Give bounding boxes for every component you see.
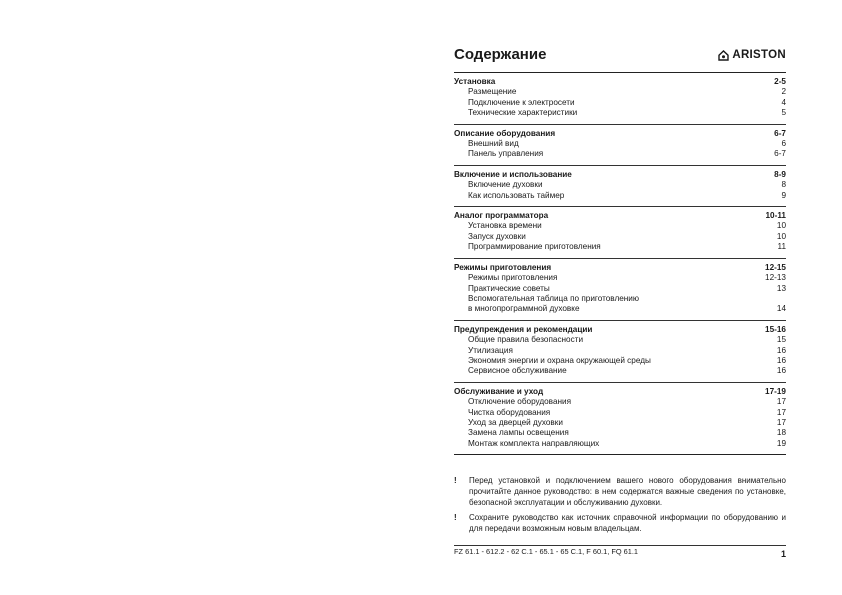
toc-entry[interactable]: [454, 397, 786, 407]
section-title: Режимы приготовления: [454, 262, 552, 272]
entry-label: в многопрограммной духовке: [468, 304, 580, 314]
entry-page: 9: [781, 190, 786, 200]
entry-page: 16: [776, 355, 786, 365]
toc-entry[interactable]: [454, 428, 786, 438]
entry-page: 10: [776, 231, 786, 241]
entry-page: 17: [776, 417, 786, 427]
page-header: [454, 42, 786, 72]
entry-label: Запуск духовки: [468, 231, 526, 241]
toc-section-heading[interactable]: [454, 170, 786, 180]
section-pages: 12-15: [765, 262, 786, 272]
toc-section: [454, 321, 786, 382]
note-text: Сохраните руководство как источник справочной информации по оборудованию и для передачи возможным новым владельцам.: [469, 513, 786, 534]
toc-section: [454, 73, 786, 124]
toc-entry[interactable]: [454, 149, 786, 159]
warning-note: [454, 475, 786, 508]
toc-entry[interactable]: [454, 335, 786, 345]
toc-section-heading[interactable]: [454, 387, 786, 397]
entry-page: 16: [776, 345, 786, 355]
notes: [454, 475, 786, 534]
entry-label: Утилизация: [468, 345, 513, 355]
toc-entry[interactable]: [454, 418, 786, 428]
entry-label: Экономия энергии и охрана окружающей среды: [468, 355, 651, 365]
toc-section-heading[interactable]: [454, 211, 786, 221]
toc-entry[interactable]: [454, 366, 786, 376]
page-title: Содержание: [454, 46, 547, 63]
toc-entry[interactable]: [454, 346, 786, 356]
entry-label: Отключение оборудования: [468, 397, 572, 407]
section-title: Описание оборудования: [454, 128, 556, 138]
toc-entry[interactable]: [454, 284, 786, 294]
section-title: Обслуживание и уход: [454, 386, 544, 396]
entry-page: 12-13: [765, 273, 786, 283]
section-title: Аналог программатора: [454, 211, 549, 221]
toc-entry[interactable]: [454, 356, 786, 366]
entry-label: Вспомогательная таблица по приготовлению: [468, 293, 640, 303]
toc-entry[interactable]: [454, 242, 786, 252]
toc-section: [454, 383, 786, 454]
section-title: Установка: [454, 77, 496, 86]
entry-page: 19: [776, 438, 786, 448]
toc-entry[interactable]: [454, 294, 786, 304]
entry-label: Монтаж комплекта направляющих: [468, 438, 600, 448]
model-list: FZ 61.1 - 612.2 - 62 C.1 - 65.1 - 65 C.1, F 60.1, FQ 61.1: [454, 547, 639, 556]
entry-label: Панель управления: [468, 149, 544, 159]
toc-section-heading[interactable]: [454, 263, 786, 273]
entry-page: 13: [776, 283, 786, 293]
brand-name: ARISTON: [732, 49, 786, 61]
table-of-contents-page: [454, 42, 786, 538]
entry-label: Подключение к электросети: [468, 97, 575, 107]
toc-entry[interactable]: [454, 98, 786, 108]
entry-page: 8: [781, 180, 786, 190]
toc-section-heading[interactable]: [454, 77, 786, 87]
entry-page: 11: [777, 242, 786, 252]
toc-entry[interactable]: [454, 108, 786, 118]
toc-bottom-rule: [454, 454, 786, 455]
entry-page: 2: [781, 87, 786, 97]
section-title: Предупреждения и рекомендации: [454, 324, 593, 334]
section-pages: 6-7: [774, 128, 786, 138]
section-pages: 15-16: [765, 324, 786, 334]
toc-entry[interactable]: [454, 439, 786, 449]
page-footer: [454, 545, 786, 561]
entry-page: 14: [776, 304, 786, 314]
toc-list: [454, 72, 786, 454]
entry-label: Установка времени: [468, 221, 542, 231]
toc-section: [454, 125, 786, 165]
section-pages: 10-11: [765, 211, 786, 221]
entry-label: Замена лампы освещения: [468, 428, 569, 438]
toc-section: [454, 207, 786, 258]
toc-section-heading[interactable]: [454, 129, 786, 139]
entry-label: Размещение: [468, 87, 517, 97]
page-number: 1: [780, 549, 786, 559]
toc-entry[interactable]: [454, 273, 786, 283]
toc-section-heading[interactable]: [454, 325, 786, 335]
section-pages: 8-9: [774, 169, 786, 179]
exclamation-icon: !: [454, 513, 457, 523]
toc-section: [454, 259, 786, 320]
entry-page: 4: [781, 97, 786, 107]
house-logo-icon: [718, 50, 729, 61]
entry-page: [756, 294, 786, 304]
entry-label: Сервисное обслуживание: [468, 366, 567, 376]
toc-entry[interactable]: [454, 180, 786, 190]
entry-page: 17: [776, 397, 786, 407]
section-title: Включение и использование: [454, 169, 572, 179]
entry-label: Технические характеристики: [468, 108, 578, 118]
entry-page: 15: [776, 335, 786, 345]
entry-page: 6: [781, 139, 786, 149]
entry-label: Чистка оборудования: [468, 407, 551, 417]
brand-logo: [718, 49, 786, 61]
entry-page: 16: [776, 366, 786, 376]
footer-rule: [454, 545, 786, 546]
entry-label: Включение духовки: [468, 180, 543, 190]
entry-page: 18: [776, 428, 786, 438]
exclamation-icon: !: [454, 476, 457, 486]
warning-note: [454, 512, 786, 534]
toc-entry[interactable]: [454, 87, 786, 97]
entry-page: 17: [776, 407, 786, 417]
entry-page: 6-7: [774, 149, 786, 159]
toc-entry[interactable]: [454, 232, 786, 242]
toc-entry[interactable]: [454, 191, 786, 201]
section-pages: 2-5: [774, 77, 786, 86]
section-pages: 17-19: [765, 386, 786, 396]
entry-page: 5: [781, 108, 786, 118]
toc-entry[interactable]: [454, 221, 786, 231]
toc-entry[interactable]: [454, 304, 786, 314]
toc-section: [454, 166, 786, 206]
entry-label: Практические советы: [468, 283, 550, 293]
toc-entry[interactable]: [454, 139, 786, 149]
toc-entry[interactable]: [454, 408, 786, 418]
entry-page: 10: [776, 221, 786, 231]
entry-label: Общие правила безопасности: [468, 335, 584, 345]
entry-label: Программирование приготовления: [468, 242, 601, 252]
note-text: Перед установкой и подключением вашего нового оборудования внимательно прочитайте данное руководство: в нем содержатся важные сведения по установке, безопасной эксплуатации и обслуживанию духовки.: [469, 476, 786, 508]
entry-label: Как использовать таймер: [468, 190, 565, 200]
entry-label: Режимы приготовления: [468, 273, 558, 283]
entry-label: Внешний вид: [468, 139, 519, 149]
entry-label: Уход за дверцей духовки: [468, 417, 563, 427]
